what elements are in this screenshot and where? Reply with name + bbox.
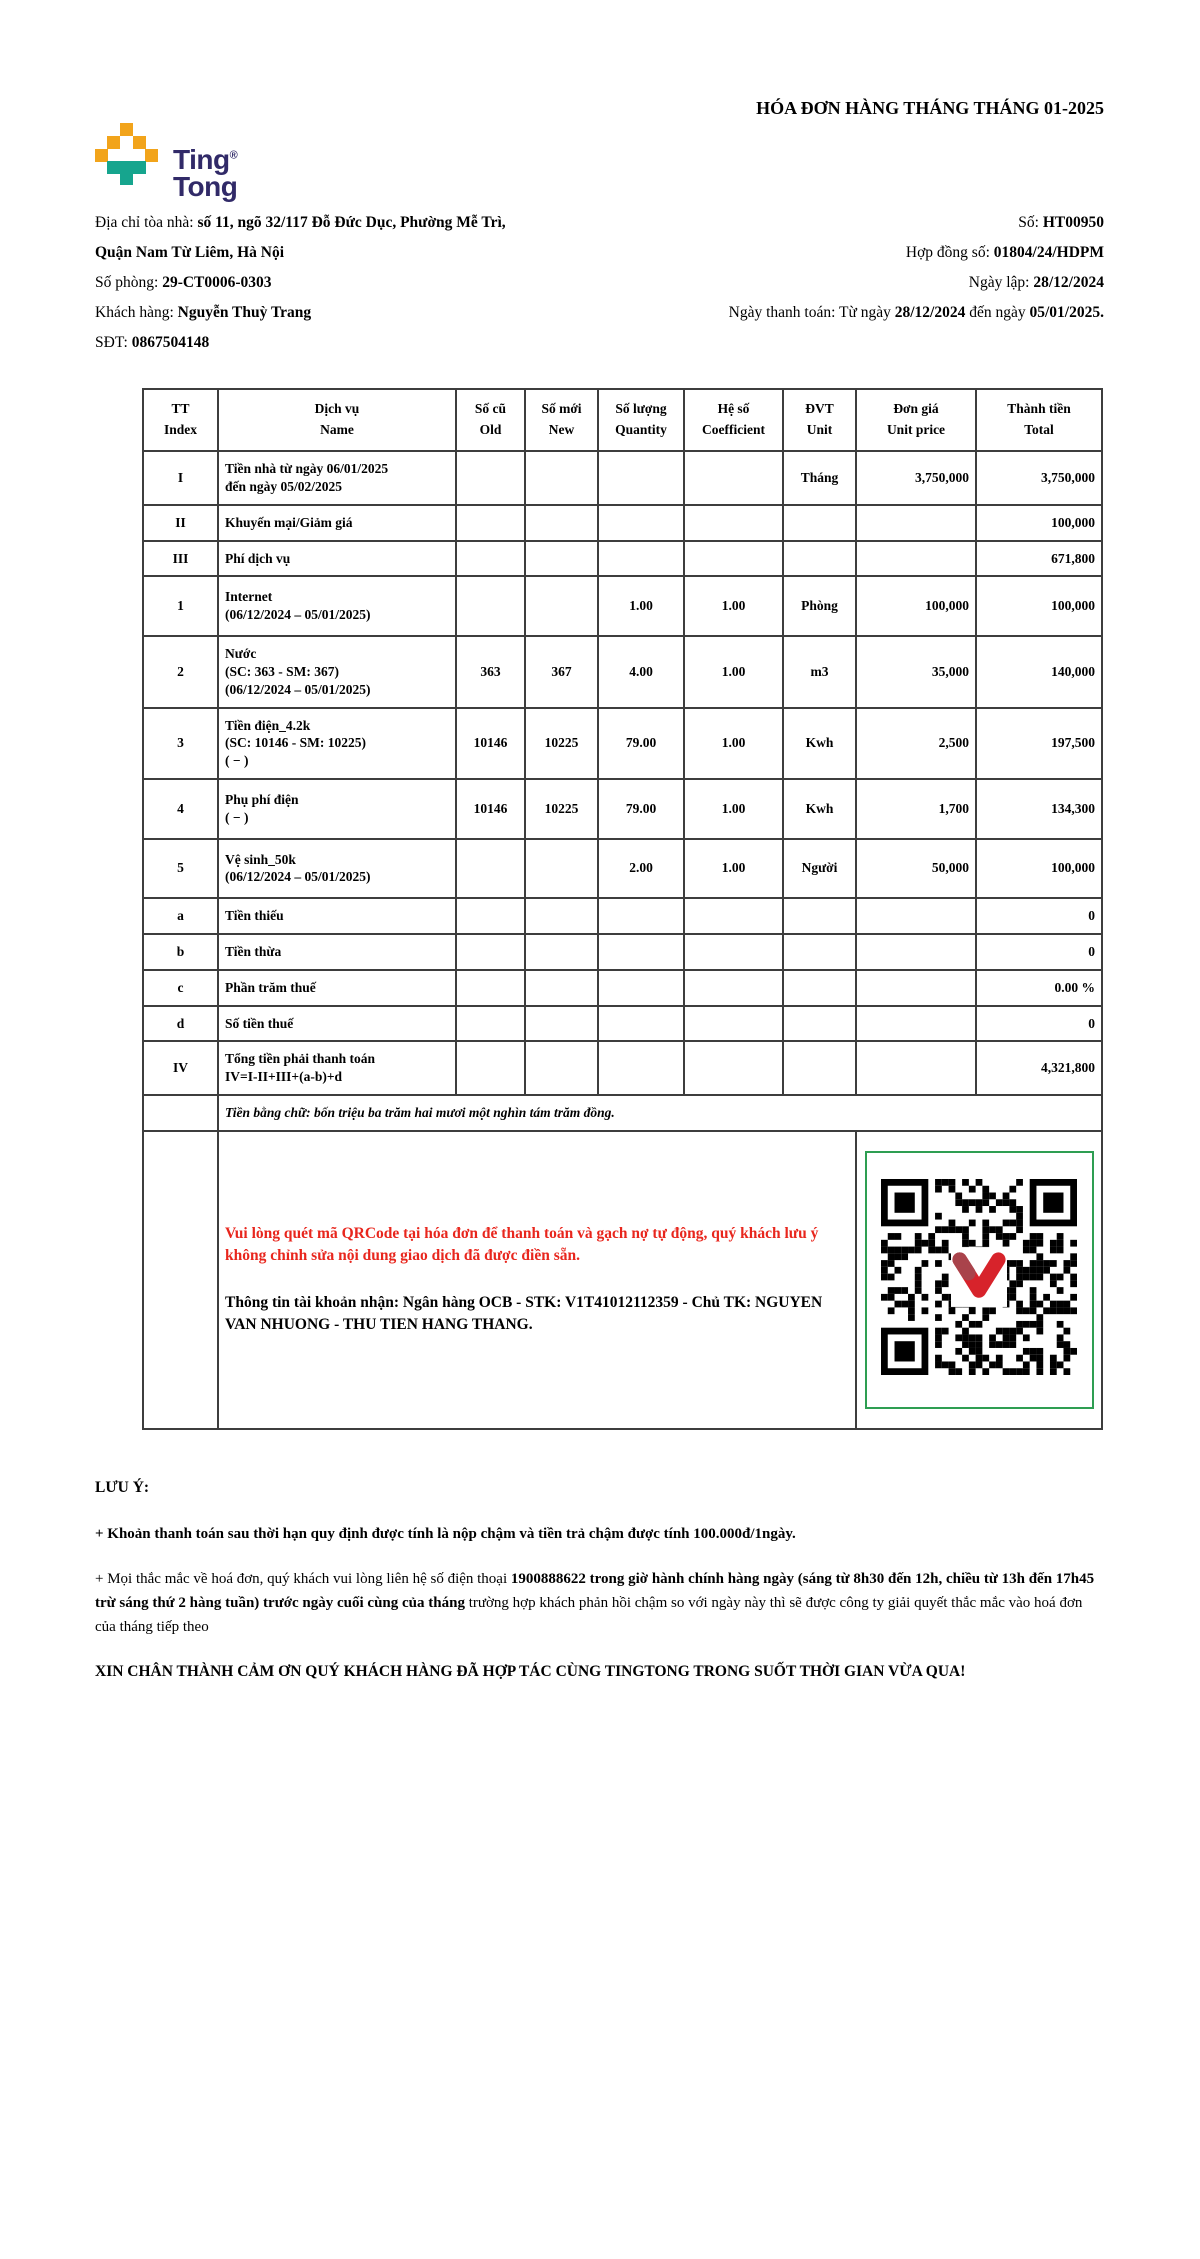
cell-old <box>456 576 525 636</box>
cell-index: II <box>143 505 218 541</box>
cell-new <box>525 839 598 899</box>
cell-unit_price: 50,000 <box>856 839 976 899</box>
cell-old <box>456 934 525 970</box>
cell-unit: Người <box>783 839 856 899</box>
cell-name: Tiền điện_4.2k (SC: 10146 - SM: 10225) ( − ) <box>218 708 456 779</box>
cell-unit: Tháng <box>783 451 856 505</box>
cell-name: Nước (SC: 363 - SM: 367) (06/12/2024 – 05/01/2025) <box>218 636 456 707</box>
table-row <box>143 451 1102 505</box>
cell-new <box>525 970 598 1006</box>
table-row <box>143 636 1102 707</box>
registered-mark: ® <box>229 149 238 162</box>
cell-unit: m3 <box>783 636 856 707</box>
cell-coef: 1.00 <box>684 839 783 899</box>
cell-coef <box>684 541 783 577</box>
column-header: Dịch vụ Name <box>218 389 456 451</box>
cell-index: 5 <box>143 839 218 899</box>
cell-unit <box>783 898 856 934</box>
column-header: TT Index <box>143 389 218 451</box>
cell-unit: Phòng <box>783 576 856 636</box>
cell-total: 0.00 % <box>976 970 1102 1006</box>
cell-new <box>525 1006 598 1042</box>
cell-name: Tiền thừa <box>218 934 456 970</box>
cell-coef: 1.00 <box>684 636 783 707</box>
cell-total: 4,321,800 <box>976 1041 1102 1095</box>
cell-new <box>525 451 598 505</box>
issue-date: Ngày lập: 28/12/2024 <box>968 274 1104 292</box>
column-header: ĐVT Unit <box>783 389 856 451</box>
cell-qty <box>598 451 684 505</box>
cell-empty <box>143 1131 218 1429</box>
cell-name: Phần trăm thuế <box>218 970 456 1006</box>
table-row <box>143 970 1102 1006</box>
invoice-number: Số: HT00950 <box>1018 214 1104 232</box>
table-header-row <box>143 389 1102 451</box>
qr-payment-row <box>143 1131 1102 1429</box>
invoice-info <box>95 208 1104 358</box>
cell-unit <box>783 970 856 1006</box>
cell-new: 10225 <box>525 779 598 839</box>
cell-index: d <box>143 1006 218 1042</box>
cell-old <box>456 1006 525 1042</box>
cell-name: Khuyến mại/Giảm giá <box>218 505 456 541</box>
customer-info <box>95 208 540 358</box>
cell-index: a <box>143 898 218 934</box>
cell-coef <box>684 970 783 1006</box>
cell-coef <box>684 898 783 934</box>
table-row <box>143 1006 1102 1042</box>
cell-unit <box>783 1006 856 1042</box>
cell-total: 100,000 <box>976 839 1102 899</box>
cell-index: III <box>143 541 218 577</box>
tingtong-logo-wordmark: Ting® Tong <box>173 144 238 202</box>
cell-index: 2 <box>143 636 218 707</box>
room-number: Số phòng: 29-CT0006-0303 <box>95 274 272 292</box>
qr-code-frame <box>865 1151 1094 1409</box>
cell-name: Tiền thiếu <box>218 898 456 934</box>
payment-period: Ngày thanh toán: Từ ngày 28/12/2024 đến ngày 05/01/2025. <box>728 304 1104 322</box>
cell-index: I <box>143 451 218 505</box>
table-row <box>143 708 1102 779</box>
cell-total: 134,300 <box>976 779 1102 839</box>
cell-old <box>456 839 525 899</box>
cell-unit_price: 3,750,000 <box>856 451 976 505</box>
cell-name: Phụ phí điện ( − ) <box>218 779 456 839</box>
cell-old <box>456 541 525 577</box>
cell-qty <box>598 898 684 934</box>
cell-unit_price <box>856 934 976 970</box>
customer-name: Khách hàng: Nguyễn Thuỳ Trang <box>95 304 312 322</box>
tingtong-logo <box>95 123 237 200</box>
cell-qty <box>598 505 684 541</box>
cell-unit_price: 2,500 <box>856 708 976 779</box>
cell-unit <box>783 934 856 970</box>
contract-number: Hợp đồng số: 01804/24/HDPM <box>905 244 1104 262</box>
cell-total: 0 <box>976 1006 1102 1042</box>
cell-coef: 1.00 <box>684 779 783 839</box>
cell-coef <box>684 1041 783 1095</box>
cell-coef: 1.00 <box>684 708 783 779</box>
cell-old <box>456 970 525 1006</box>
late-payment-note: + Khoản thanh toán sau thời hạn quy định được tính là nộp chậm và tiền trả chậm được tính 100.000đ/1ngày. <box>95 1525 796 1542</box>
hotline-note: + Mọi thắc mắc về hoá đơn, quý khách vui lòng liên hệ số điện thoại 1900888622 trong giờ hành chính hàng ngày (sáng từ 8h30 đến 12h, chiều từ 13h đến 17h45 trừ sáng thứ 2 hàng tuần) trước ngày cuối cùng của tháng trường hợp khách phản hồi chậm so với ngày này thì sẽ được công ty giải quyết thắc mắc vào hoá đơn của tháng tiếp theo <box>95 1570 1095 1635</box>
cell-empty <box>143 1095 218 1131</box>
cell-new <box>525 576 598 636</box>
table-row <box>143 505 1102 541</box>
qr-code <box>881 1179 1077 1380</box>
amount-in-words: Tiền bằng chữ: bốn triệu ba trăm hai mươi một nghìn tám trăm đồng. <box>218 1095 1102 1131</box>
cell-total: 197,500 <box>976 708 1102 779</box>
customer-phone: SĐT: 0867504148 <box>95 334 210 352</box>
qr-notice-text: Vui lòng quét mã QRCode tại hóa đơn để thanh toán và gạch nợ tự động, quý khách lưu ý không chỉnh sửa nội dung giao dịch đã được điền sẵn. <box>225 1224 819 1265</box>
cell-new <box>525 1041 598 1095</box>
cell-name: Tiền nhà từ ngày 06/01/2025 đến ngày 05/02/2025 <box>218 451 456 505</box>
cell-index: 3 <box>143 708 218 779</box>
cell-qty <box>598 934 684 970</box>
cell-qty <box>598 1006 684 1042</box>
cell-coef <box>684 1006 783 1042</box>
cell-old <box>456 1041 525 1095</box>
cell-unit_price <box>856 1006 976 1042</box>
table-row <box>143 779 1102 839</box>
column-header: Số mới New <box>525 389 598 451</box>
cell-unit <box>783 1041 856 1095</box>
cell-qty: 2.00 <box>598 839 684 899</box>
payment-instructions <box>218 1131 856 1429</box>
cell-new <box>525 934 598 970</box>
column-header: Thành tiền Total <box>976 389 1102 451</box>
cell-old <box>456 898 525 934</box>
cell-total: 100,000 <box>976 576 1102 636</box>
cell-new <box>525 541 598 577</box>
invoice-title: HÓA ĐƠN HÀNG THÁNG THÁNG 01-2025 <box>756 98 1104 118</box>
column-header: Đơn giá Unit price <box>856 389 976 451</box>
cell-name: Phí dịch vụ <box>218 541 456 577</box>
cell-qty: 4.00 <box>598 636 684 707</box>
cell-name: Vệ sinh_50k (06/12/2024 – 05/01/2025) <box>218 839 456 899</box>
thank-you-note: XIN CHÂN THÀNH CẢM ƠN QUÝ KHÁCH HÀNG ĐÃ HỢP TÁC CÙNG TINGTONG TRONG SUỐT THỜI GIAN VỪA QUA! <box>95 1662 966 1680</box>
cell-unit <box>783 541 856 577</box>
header <box>95 95 1104 200</box>
cell-index: 4 <box>143 779 218 839</box>
cell-qty <box>598 1041 684 1095</box>
cell-unit_price <box>856 541 976 577</box>
cell-total: 100,000 <box>976 505 1102 541</box>
cell-coef <box>684 934 783 970</box>
cell-qty: 79.00 <box>598 779 684 839</box>
amount-in-words-row <box>143 1095 1102 1131</box>
cell-total: 0 <box>976 898 1102 934</box>
cell-index: c <box>143 970 218 1006</box>
cell-qty: 79.00 <box>598 708 684 779</box>
cell-qty: 1.00 <box>598 576 684 636</box>
table-row <box>143 1041 1102 1095</box>
column-header: Hệ số Coefficient <box>684 389 783 451</box>
cell-total: 3,750,000 <box>976 451 1102 505</box>
table-row <box>143 934 1102 970</box>
cell-unit_price: 100,000 <box>856 576 976 636</box>
invoice-table <box>142 388 1103 1430</box>
cell-unit_price <box>856 505 976 541</box>
cell-qty <box>598 970 684 1006</box>
cell-unit: Kwh <box>783 779 856 839</box>
cell-new <box>525 898 598 934</box>
cell-new: 367 <box>525 636 598 707</box>
table-row <box>143 576 1102 636</box>
cell-coef <box>684 451 783 505</box>
cell-total: 0 <box>976 934 1102 970</box>
tingtong-logo-icon <box>95 123 157 185</box>
table-row <box>143 839 1102 899</box>
cell-old <box>456 505 525 541</box>
cell-unit_price: 35,000 <box>856 636 976 707</box>
cell-total: 671,800 <box>976 541 1102 577</box>
cell-index: IV <box>143 1041 218 1095</box>
bank-account-info: Thông tin tài khoản nhận: Ngân hàng OCB - STK: V1T41012112359 - Chủ TK: NGUYEN VAN NHUONG - THU TIEN HANG THANG. <box>225 1293 823 1334</box>
invoice-table-body <box>143 451 1102 1095</box>
column-header: Số lượng Quantity <box>598 389 684 451</box>
building-address: Địa chỉ tòa nhà: số 11, ngõ 32/117 Đỗ Đức Dục, Phường Mễ Trì, Quận Nam Từ Liêm, Hà Nội <box>95 214 506 262</box>
cell-index: 1 <box>143 576 218 636</box>
cell-name: Tổng tiền phải thanh toán IV=I-II+III+(a-b)+d <box>218 1041 456 1095</box>
cell-name: Internet (06/12/2024 – 05/01/2025) <box>218 576 456 636</box>
invoice-meta <box>604 208 1104 358</box>
cell-coef: 1.00 <box>684 576 783 636</box>
cell-coef <box>684 505 783 541</box>
column-header: Số cũ Old <box>456 389 525 451</box>
cell-old <box>456 451 525 505</box>
qr-code-cell <box>856 1131 1102 1429</box>
cell-name: Số tiền thuế <box>218 1006 456 1042</box>
cell-unit_price <box>856 970 976 1006</box>
footer-notes <box>95 1476 1104 1684</box>
cell-old: 10146 <box>456 708 525 779</box>
notes-heading: LƯU Ý: <box>95 1478 150 1496</box>
cell-unit: Kwh <box>783 708 856 779</box>
cell-new <box>525 505 598 541</box>
cell-old: 363 <box>456 636 525 707</box>
table-row <box>143 541 1102 577</box>
cell-old: 10146 <box>456 779 525 839</box>
table-row <box>143 898 1102 934</box>
cell-unit_price: 1,700 <box>856 779 976 839</box>
cell-unit <box>783 505 856 541</box>
cell-index: b <box>143 934 218 970</box>
cell-new: 10225 <box>525 708 598 779</box>
cell-total: 140,000 <box>976 636 1102 707</box>
cell-unit_price <box>856 898 976 934</box>
cell-unit_price <box>856 1041 976 1095</box>
cell-qty <box>598 541 684 577</box>
